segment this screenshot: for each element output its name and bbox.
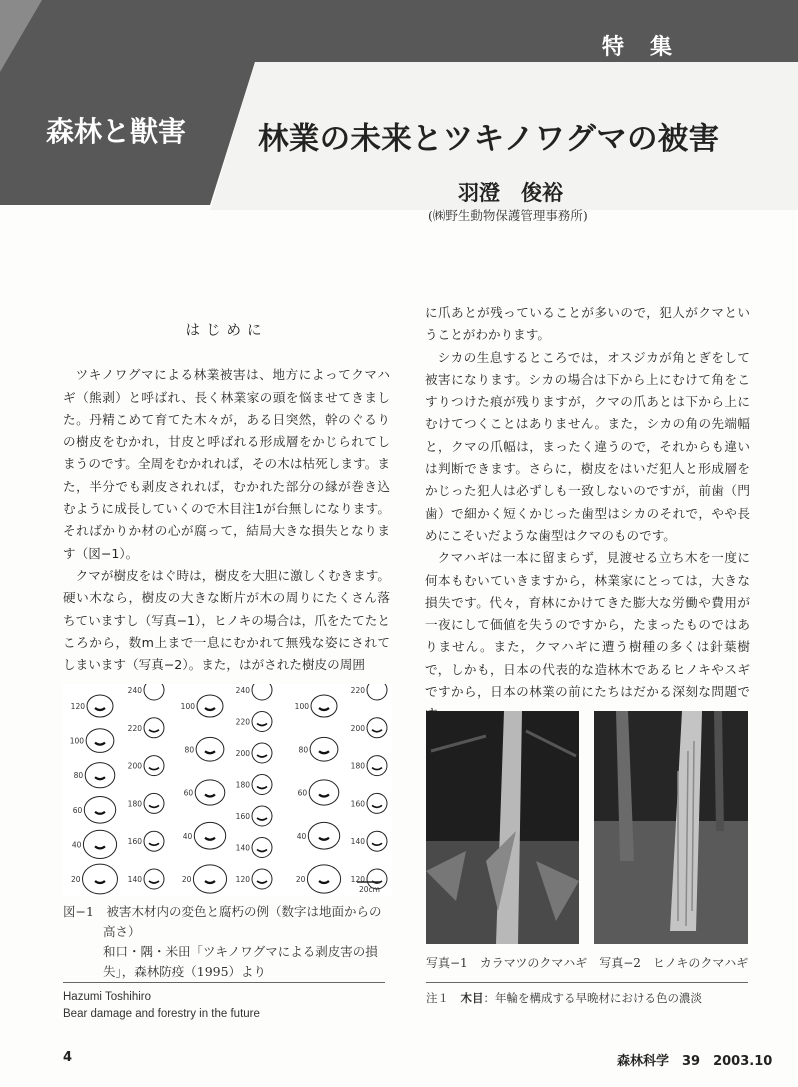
cross-section <box>252 684 272 700</box>
height-label: 220 <box>127 723 142 733</box>
english-title: Bear damage and forestry in the future <box>63 1008 260 1020</box>
cross-section <box>144 869 164 889</box>
cross-section <box>367 793 387 813</box>
paragraph: に爪あとが残っていることが多いので，犯人がクマということがわかります。 <box>425 305 750 343</box>
photo-captions <box>426 953 748 973</box>
cross-section <box>252 743 272 763</box>
height-label: 100 <box>69 736 85 746</box>
caption-line: 失」，森林防疫（1995）より <box>103 964 267 979</box>
left-column <box>63 320 390 676</box>
height-label: 100 <box>180 702 195 711</box>
cross-section <box>195 780 225 805</box>
height-label: 200 <box>350 723 365 733</box>
paragraph: シカの生息するところでは，オスジカが角とぎをして被害になります。シカの場合は下から上にむけて角をこすりつけた痕が残りますが，クマの爪あとは下から上にむけてつくことはありません。また，シカの角の先端幅と，クマの爪幅は，まったく違うので，それからも違いは判断できます。さらに，樹皮をはいだ犯人と形成層をかじった犯人は必ずしも一致しないのですが，前歯（門歯）で細かく短くかじった歯型はシカのそれで，やや長めにこそいだような歯型はクマのものです。 <box>425 349 750 543</box>
height-label: 180 <box>127 799 142 809</box>
photo-1-caption: 写真−1 カラマツのクマハギ <box>426 956 588 970</box>
cross-section <box>84 796 115 823</box>
cross-section <box>83 864 118 894</box>
author-affiliation: (㈱野生動物保護管理事務所) <box>428 208 588 223</box>
cross-section <box>308 822 339 849</box>
height-label: 40 <box>71 840 82 850</box>
height-label: 160 <box>127 837 142 847</box>
photo-2-caption: 写真−2 ヒノキのクマハギ <box>599 956 749 970</box>
photo-2-hinoki <box>594 711 748 944</box>
footnote-text: ：年輪を構成する早晩材における色の濃淡 <box>483 991 702 1005</box>
paragraph: クマハギは一本に留まらず，見渡せる立ち木を一度に何本もむいていきますから，林業家にとっては，大きな損失です。代々，育林にかけてきた膨大な労働や費用が一夜にして価値を失うのですから，たまったものではありません。また，クマハギに遭う樹種の多くは針葉樹で，しかも，日本の代表的な造林木であるヒノキやスギですから，日本の林業の前にたちはだかる深刻な問題で <box>425 550 750 700</box>
article-title: 林業の未来とツキノワグマの被害 <box>258 122 720 157</box>
height-label: 60 <box>183 788 194 798</box>
cross-section <box>85 763 115 788</box>
cross-section <box>197 695 223 717</box>
height-label: 120 <box>70 702 85 711</box>
scale-label: 20cm <box>359 885 380 894</box>
page-number: 4 <box>63 1050 73 1065</box>
paragraph: ツキノワグマによる林業被害は、地方によってクマハギ（熊剥）と呼ばれ、長く林業家の頭を悩ませてきました。丹精こめて育てた木々が，ある日突然，幹のぐるりの樹皮をむかれ，甘皮と呼ばれる形成層をかじられてしまうのです。全周をむかれれば，その木は枯死します。また，半分でも剥皮されれば，むかれた部分の縁が巻き込むように成長していくので木目注1が台無しになります。そればかりか材の心が腐って，結局大きな損失となります（図−1）。 <box>63 367 390 561</box>
height-label: 200 <box>127 761 142 771</box>
cross-section <box>309 780 339 805</box>
english-author: Hazumi Toshihiro <box>63 991 151 1003</box>
height-label: 220 <box>235 717 250 727</box>
height-label: 180 <box>235 780 250 790</box>
journal-info: 森林科学 39 2003.10 <box>617 1054 773 1069</box>
paragraph: クマが樹皮をはぐ時は，樹皮を大胆に激しくむきます。硬い木なら，樹皮の大きな断片が木の周りにたくさん落ちていますし（写真−1），ヒノキの場合は，爪をたてたところから，数m上まで一息にむかれて無残な姿にされてしまいます（写真−2）。また，はがされた樹皮の周囲 <box>63 567 390 673</box>
height-label: 160 <box>350 799 365 809</box>
cross-section <box>252 775 272 795</box>
cross-section <box>196 737 224 761</box>
cross-section <box>367 684 387 700</box>
cross-section <box>310 737 338 761</box>
caption-line: 被害木材内の変色と腐朽の例（数字は地面からの <box>106 904 382 919</box>
height-label: 160 <box>235 812 250 821</box>
height-label: 140 <box>350 837 365 847</box>
cross-section <box>144 756 164 776</box>
footnote-term: 木目 <box>460 991 484 1005</box>
cross-section <box>252 806 272 826</box>
cross-section <box>252 712 272 732</box>
height-label: 20 <box>181 875 192 884</box>
height-label: 40 <box>296 831 307 841</box>
cross-section <box>144 831 164 851</box>
height-label: 120 <box>350 875 365 884</box>
height-label: 200 <box>235 749 250 758</box>
cross-section <box>144 793 164 813</box>
height-label: 120 <box>235 875 250 884</box>
cross-section <box>252 838 272 858</box>
divider <box>63 982 385 983</box>
height-label: 80 <box>298 745 309 755</box>
height-label: 240 <box>127 686 142 695</box>
footnote <box>426 990 702 1006</box>
height-label: 180 <box>350 761 365 771</box>
height-label: 140 <box>235 843 250 853</box>
height-label: 20 <box>70 875 81 884</box>
cross-section <box>194 822 225 849</box>
photo-1-larch <box>426 711 579 944</box>
height-label: 80 <box>73 771 84 781</box>
figure-1-diagram <box>62 684 392 896</box>
footnote-label: 注１ <box>426 991 449 1005</box>
figure-1-caption <box>63 902 393 982</box>
author-name: 羽澄 俊裕 <box>458 180 563 205</box>
cross-section <box>193 865 226 893</box>
figure-label: 図−1 <box>63 904 94 919</box>
feature-label: 特 集 <box>602 35 675 60</box>
cross-section <box>307 865 340 893</box>
english-info <box>63 989 260 1023</box>
height-label: 40 <box>182 831 193 841</box>
right-column <box>425 302 750 726</box>
height-label: 220 <box>350 686 365 695</box>
header-banner <box>0 0 798 210</box>
cross-section <box>144 684 164 700</box>
height-label: 140 <box>127 875 142 884</box>
cross-section <box>367 718 387 738</box>
height-label: 240 <box>235 686 250 695</box>
height-label: 80 <box>184 745 195 755</box>
height-label: 20 <box>295 875 306 884</box>
cross-section <box>311 695 337 717</box>
series-label: 森林と獣害 <box>46 115 187 148</box>
caption-line: 高さ） <box>103 924 141 939</box>
caption-line: 和口・隅・米田「ツキノワグマによる剥皮害の損 <box>103 944 378 959</box>
cross-section <box>367 831 387 851</box>
cross-section <box>83 830 116 858</box>
cross-section <box>252 869 272 889</box>
cross-section <box>87 695 113 717</box>
height-label: 100 <box>294 702 309 711</box>
cross-section <box>367 756 387 776</box>
section-heading: はじめに <box>185 323 268 339</box>
divider <box>426 982 748 983</box>
cross-section <box>144 718 164 738</box>
cross-section <box>86 729 114 753</box>
height-label: 60 <box>72 805 83 815</box>
height-label: 60 <box>297 788 308 798</box>
